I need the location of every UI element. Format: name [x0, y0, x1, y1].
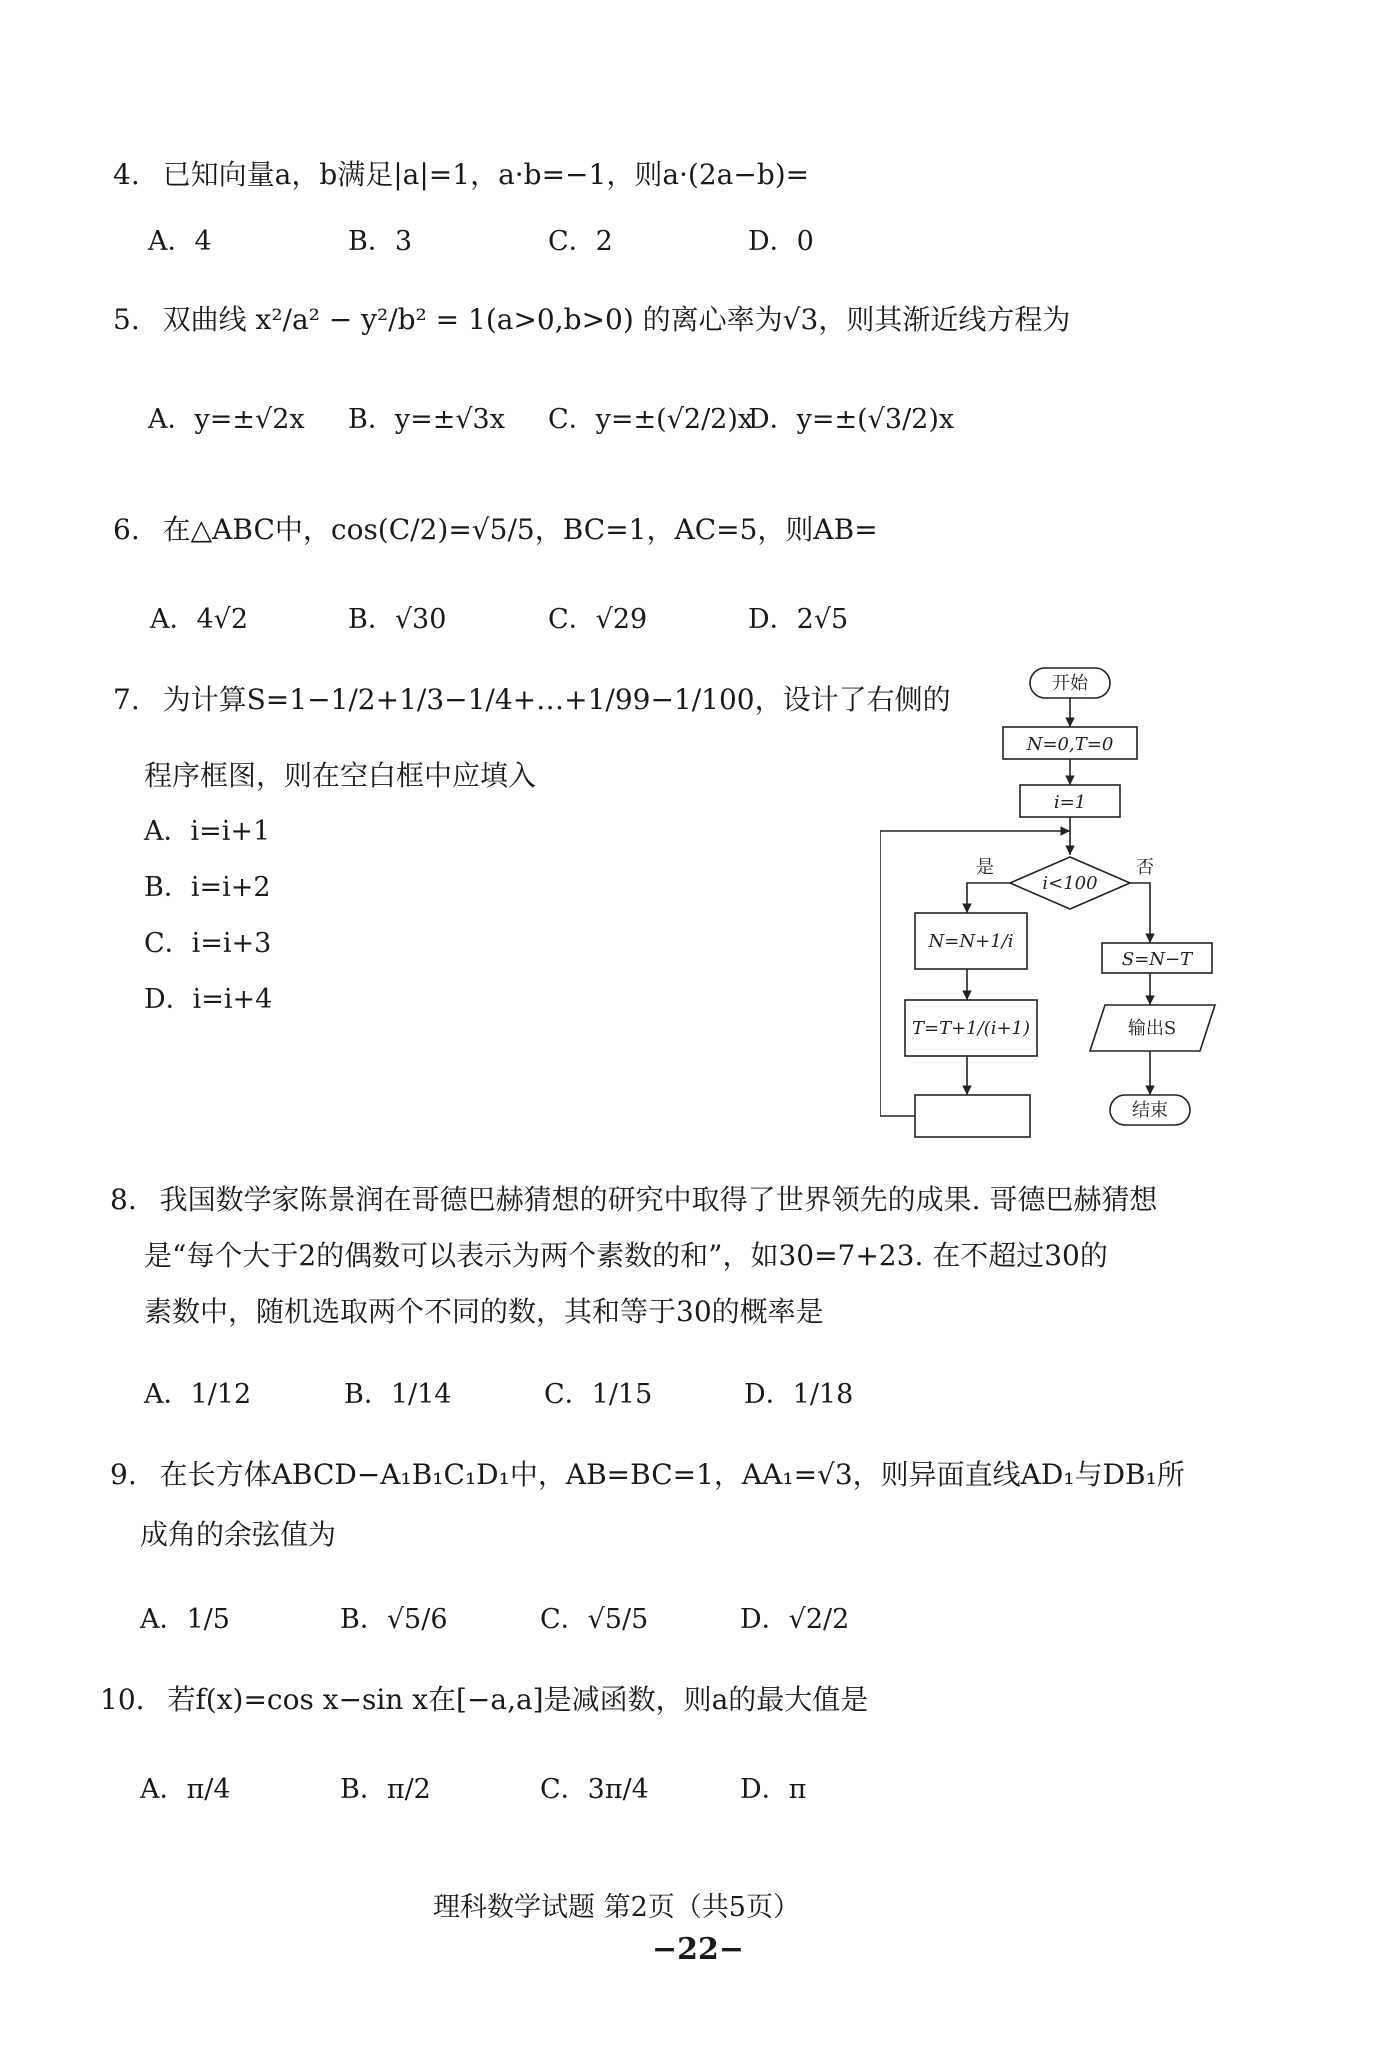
flow-no-label: 否 — [1136, 857, 1154, 878]
question-5-number: 5. — [113, 303, 140, 336]
q5-option-d: D．y=±(√3/2)x — [748, 404, 955, 435]
page-number: −22− — [652, 1932, 745, 1967]
flow-end-label: 结束 — [1132, 1100, 1168, 1121]
q4-option-b: B．3 — [348, 226, 413, 257]
flow-yes-label: 是 — [976, 857, 994, 878]
question-8-line3: 素数中，随机选取两个不同的数，其和等于30的概率是 — [144, 1295, 824, 1328]
q9-option-a: A．1/5 — [140, 1604, 230, 1635]
question-4-text: 已知向量a，b满足|a|=1，a·b=−1，则a·(2a−b)= — [162, 158, 810, 191]
question-8-number: 8. — [110, 1183, 137, 1216]
q6-option-c: C．√29 — [548, 604, 648, 635]
question-4-number: 4. — [113, 158, 140, 191]
question-9-line2: 成角的余弦值为 — [140, 1518, 337, 1551]
question-8-line2: 是“每个大于2的偶数可以表示为两个素数的和”，如30=7+23. 在不超过30的 — [144, 1239, 1108, 1272]
q5-option-c: C．y=±(√2/2)x — [548, 404, 754, 435]
q4-option-c: C．2 — [548, 226, 613, 257]
flow-init-label: N=0,T=0 — [1026, 734, 1114, 755]
flow-n-update-label: N=N+1/i — [928, 931, 1014, 952]
q10-option-c: C．3π/4 — [540, 1774, 649, 1805]
q7-option-d: D．i=i+4 — [144, 984, 273, 1015]
program-flowchart — [880, 655, 1240, 1165]
question-9 — [110, 1455, 1185, 1495]
question-5 — [113, 300, 1070, 340]
flow-t-update-label: T=T+1/(i+1) — [911, 1018, 1031, 1039]
question-4 — [113, 155, 809, 195]
q8-option-b: B．1/14 — [344, 1379, 452, 1410]
question-6 — [113, 510, 878, 550]
flow-condition-label: i<100 — [1042, 873, 1098, 894]
question-10 — [100, 1680, 868, 1720]
footer-title: 理科数学试题 第2页（共5页） — [433, 1892, 800, 1923]
question-10-text: 若f(x)=cos x−sin x在[−a,a]是减函数，则a的最大值是 — [167, 1683, 869, 1716]
q7-option-a: A．i=i+1 — [144, 816, 271, 847]
q6-option-b: B．√30 — [348, 604, 447, 635]
question-8-line1: 我国数学家陈景润在哥德巴赫猜想的研究中取得了世界领先的成果. 哥德巴赫猜想 — [159, 1183, 1158, 1216]
q7-option-b: B．i=i+2 — [144, 872, 271, 903]
q8-option-d: D．1/18 — [744, 1379, 854, 1410]
q6-option-a: A．4√2 — [150, 604, 249, 635]
question-7 — [113, 680, 951, 720]
q9-option-d: D．√2/2 — [740, 1604, 850, 1635]
question-10-number: 10. — [100, 1683, 145, 1716]
flow-s-calc-label: S=N−T — [1121, 949, 1193, 970]
question-8 — [110, 1180, 1157, 1220]
question-9-line1: 在长方体ABCD−A₁B₁C₁D₁中，AB=BC=1，AA₁=√3，则异面直线AD₁与DB₁所 — [159, 1458, 1185, 1491]
q9-option-b: B．√5/6 — [340, 1604, 448, 1635]
question-7-text-line2: 程序框图，则在空白框中应填入 — [144, 759, 537, 792]
question-7-number: 7. — [113, 683, 140, 716]
q10-option-d: D．π — [740, 1774, 807, 1805]
q4-option-d: D．0 — [748, 226, 814, 257]
question-5-text: 双曲线 x²/a² − y²/b² = 1(a>0,b>0) 的离心率为√3，则其渐近线方程为 — [162, 303, 1071, 336]
question-7-text: 为计算S=1−1/2+1/3−1/4+…+1/99−1/100，设计了右侧的 — [162, 683, 951, 716]
q8-option-a: A．1/12 — [144, 1379, 252, 1410]
q5-option-a: A．y=±√2x — [148, 404, 305, 435]
question-6-number: 6. — [113, 513, 140, 546]
q5-option-b: B．y=±√3x — [348, 404, 505, 435]
flow-init-i-label: i=1 — [1053, 792, 1087, 813]
flow-output-label: 输出S — [1127, 1018, 1177, 1039]
flow-start-label: 开始 — [1052, 673, 1088, 694]
q10-option-a: A．π/4 — [140, 1774, 231, 1805]
question-6-text: 在△ABC中，cos(C/2)=√5/5，BC=1，AC=5，则AB= — [162, 513, 878, 546]
q9-option-c: C．√5/5 — [540, 1604, 649, 1635]
q7-option-c: C．i=i+3 — [144, 928, 272, 959]
q6-option-d: D．2√5 — [748, 604, 849, 635]
q4-option-a: A．4 — [148, 226, 212, 257]
flow-blank-box — [915, 1095, 1030, 1137]
q8-option-c: C．1/15 — [544, 1379, 653, 1410]
question-9-number: 9. — [110, 1458, 137, 1491]
q10-option-b: B．π/2 — [340, 1774, 431, 1805]
